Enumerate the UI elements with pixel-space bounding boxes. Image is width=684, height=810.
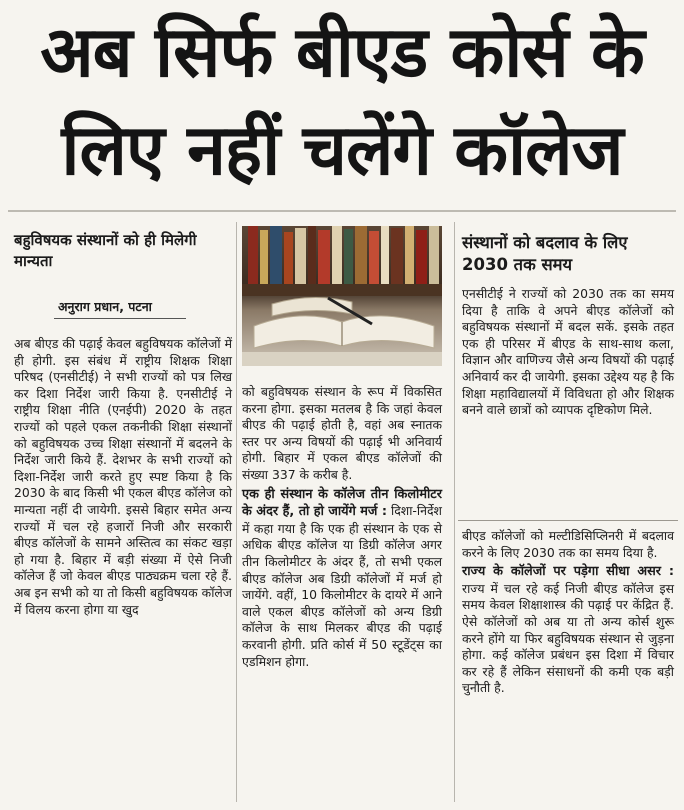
headline-rule xyxy=(8,210,676,212)
right-box-rule xyxy=(458,520,678,521)
right-heading: संस्थानों को बदलाव के लिए 2030 तक समय xyxy=(462,233,628,274)
right-box xyxy=(462,286,674,419)
column-divider-1 xyxy=(236,222,237,802)
right-body-text-2: राज्य में चल रहे कई निजी बीएड कॉलेज इस समय केवल शिक्षाशास्त्र की पढ़ाई पर केंद्रित हैं. ऐसे कॉलेजों को अब या तो अन्य कोर्स शुरू करने होंगे या फिर बहुविषयक संस्थान से जुड़ना होगा. कई कॉलेज प्रबंधन इस दिशा में विचार कर रहे हैं लेकिन संसाधनों की कमी एक बड़ी चुनौती है. xyxy=(462,580,674,696)
left-subheading: बहुविषयक संस्थानों को ही मिलेगी मान्यता xyxy=(14,231,197,270)
books-photo xyxy=(242,226,442,366)
headline-line-2: लिए नहीं चलेंगे कॉलेज xyxy=(61,109,623,191)
byline-rule xyxy=(54,318,186,319)
middle-body-text-2: दिशा-निर्देश में कहा गया है कि एक ही संस्थान के एक से अधिक बीएड कॉलेज या डिग्री कॉलेज अगर तीन किलोमीटर के अंदर हैं, तो सभी एकल बीएड कॉलेज अब डिग्री कॉलेजों में मर्ज हो जायेंगे. वहीं, 10 किलोमीटर के दायरे में आने वाले एकल बीएड कॉलेजों को अन्य डिग्री कॉलेज के साथ मिलकर बीएड की पढ़ाई करवानी होगी. प्रति कोर्स में 50 स्टूडेंट्स का एडमिशन होगा. xyxy=(242,503,442,669)
right-paragraph-2 xyxy=(462,563,674,697)
middle-subheading: एक ही संस्थान के कॉलेज तीन किलोमीटर के अंदर हैं, तो हो जायेंगे मर्ज : xyxy=(242,486,442,520)
left-body-text: अब बीएड की पढ़ाई केवल बहुविषयक कॉलेजों में ही होगी. इस संबंध में राष्ट्रीय शिक्षक शिक्षा परिषद (एनसीटीई) ने सभी राज्यों को पत्र लिख कर दिशा निर्देश जारी किया है. एनसीटीई ने राष्ट्रीय शिक्षा नीति (एनईपी) 2020 के तहत राज्यों को पहले एकल तकनीकी शिक्षा संस्थानों को बहुविषयक उच्च शिक्षा संस्थानों में बदलने के निर्देश जारी किये हैं. देशभर के सभी राज्यों को दिशा-निर्देश जारी करते हुए स्पष्ट किया है कि 2030 के बाद किसी भी एकल बीएड कॉलेज को मान्यता नहीं दी जायेगी. इससे बिहार समेत अन्य राज्यों में चल रहे हजारों निजी और सरकारी बीएड कॉलेजों के सामने अस्तित्व का संकट खड़ा हो गया है. बिहार में बड़ी संख्या में ऐसे निजी कॉलेज हैं जो केवल बीएड पाठ्यक्रम चला रहे हैं. अब इन सभी को या तो किसी बहुविषयक कॉलेज में विलय करना होगा या खुद xyxy=(14,336,232,617)
column-divider-2 xyxy=(454,222,455,802)
right-box-text: एनसीटीई ने राज्यों को 2030 तक का समय दिया है ताकि वे अपने बीएड कॉलेजों को बहुविषयक संस्थानों में बदल सकें. इसके तहत एक ही परिसर में बीएड के साथ-साथ कला, विज्ञान और वाणिज्य जैसे अन्य विषयों की पढ़ाई अनिवार्य कर दी जायेगी. इसका उद्देश्य यह है कि शिक्षा महाविद्यालयों में विविधता हो और शिक्षक बनने वाले छात्रों को व्यापक दृष्टिकोण मिले. xyxy=(462,286,674,418)
left-column xyxy=(14,336,232,618)
byline: अनुराग प्रधान, पटना xyxy=(58,299,152,314)
open-book-icon xyxy=(242,226,442,366)
right-body-text-1: बीएड कॉलेजों को मल्टीडिसिप्लिनरी में बदलाव करने के लिए 2030 तक का समय दिया है. xyxy=(462,528,674,560)
headline-line-1: अब सिर्फ बीएड कोर्स के xyxy=(40,11,644,93)
middle-column xyxy=(242,384,442,670)
middle-paragraph-2 xyxy=(242,486,442,671)
middle-body-text-1: को बहुविषयक संस्थान के रूप में विकसित करना होगा. इसका मतलब है कि जहां केवल बीएड की पढ़ाई होती है, वहां अब स्नातक स्तर पर अन्य विषयों की पढ़ाई भी अनिवार्य होगी. बिहार में एकल बीएड कॉलेजों की संख्या 337 के करीब है. xyxy=(242,384,442,482)
right-subheading: राज्य के कॉलेजों पर पड़ेगा सीधा असर : xyxy=(462,564,674,580)
right-column xyxy=(462,528,674,697)
